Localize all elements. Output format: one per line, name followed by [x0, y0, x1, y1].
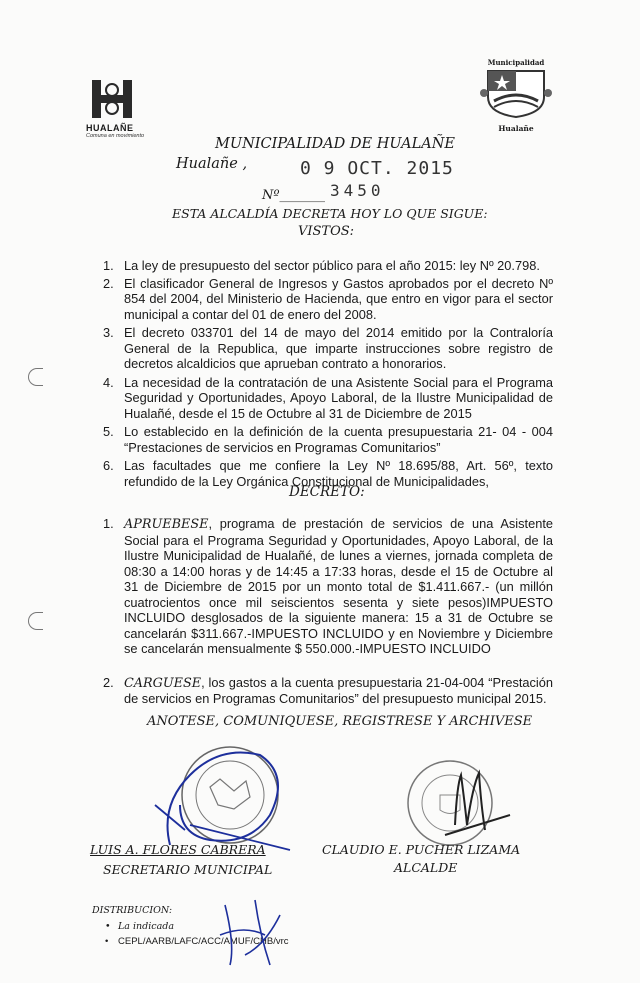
mayor-role: ALCALDE — [394, 860, 458, 875]
seal-top-text: Municipalidad — [487, 58, 545, 67]
secretary-role: SECRETARIO MUNICIPAL — [103, 862, 273, 877]
hualane-logo — [86, 80, 158, 139]
cargue-keyword: CARGUESE — [124, 675, 202, 691]
logo-tagline: Comuna en movimiento — [86, 133, 145, 139]
place-line: Hualañe , — [176, 156, 248, 172]
closing-formula: ANOTESE, COMUNIQUESE, REGISTRESE Y ARCHIVESE — [147, 714, 533, 729]
aprueba-keyword: APRUEBESE — [124, 517, 209, 532]
list-item: 3. El decreto 033701 del 14 de mayo del 2014 emitido por la Contraloría General de la Republica, que imparte instrucciones sobre registro de decretos alcaldicios que aprueban contrato a honorarios. — [103, 325, 553, 371]
decreta-line: ESTA ALCALDÍA DECRETA HOY LO QUE SIGUE: — [172, 206, 488, 221]
hualane-logo-icon — [90, 80, 134, 118]
coat-of-arms-icon — [480, 67, 552, 119]
binder-hole-top — [28, 368, 43, 386]
decreto-list — [103, 516, 553, 707]
vistos-list — [103, 258, 553, 489]
list-item: 4. La necesidad de la contratación de una Asistente Social para el Programa Seguridad y Oportunidades, Apoyo Laboral, de la Ilustre Municipalidad de Hualañé, desde el 15 de Octubre al 31 de Diciembre de 2015 — [103, 374, 553, 421]
mayor-name: CLAUDIO E. PUCHER LIZAMA — [322, 842, 521, 857]
logo-name: HUALAÑE — [86, 123, 134, 133]
list-item: 2. CARGUESE, los gastos a la cuenta presupuestaria 21-04-004 “Prestación de servicios en Programas Comunitarios” del presupuesto municipal 2015. — [103, 674, 553, 706]
decreto-heading: DECRETO: — [289, 484, 365, 500]
list-item: 1. APRUEBESE, programa de prestación de servicios de una Asistente Social para el Programa Seguridad y Oportunidades, Apoyo Laboral, de la Ilustre Municipalidad de Hualañé, de lunes a viernes, jornada completa de 08:30 a 14:00 horas y de 14:45 a 17:33 horas, desde el 15 de Octubre al 31 de Diciembre de 2015 por un monto total de $1.411.667.- (un millón cuatrocientos once mil seiscientos sesenta y siete pesos)IMPUESTO INCLUIDO desglosados de la siguiente manera: 15 a 31 de Octubre se cancelarán $311.667.-IMPUESTO INCLUIDO y en Noviembre y Diciembre se cancelarán mensualmente $ 550.000.-IMPUESTO INCLUIDO — [103, 516, 553, 656]
secretary-name: LUIS A. FLORES CABRERA — [90, 842, 266, 857]
initials-signature-icon — [215, 895, 285, 970]
decree-number: 3450 — [330, 181, 385, 200]
list-item: • La indicada — [105, 921, 174, 932]
list-item: 1. La ley de presupuesto del sector público para el año 2015: ley Nº 20.798. — [103, 258, 540, 273]
list-item: • CEPL/AARB/LAFC/ACC/AMUF/CHB/vrc — [105, 936, 289, 947]
document-title: MUNICIPALIDAD DE HUALAÑE — [215, 136, 455, 152]
decree-number-label: Nº_______ — [262, 188, 325, 203]
binder-hole-bottom — [28, 612, 43, 630]
municipal-seal — [480, 58, 552, 133]
mayor-stamp-icon — [395, 755, 515, 850]
list-item: 2. El clasificador General de Ingresos y Gastos aprobados por el decreto Nº 854 del 2004, del Ministerio de Hacienda, que entro en vigor para el sector municipal a contar del 01 de enero del 2008. — [103, 275, 553, 322]
seal-bottom-text: Hualañe — [498, 124, 534, 133]
vistos-heading: VISTOS: — [298, 224, 355, 239]
distribution-heading: DISTRIBUCION: — [92, 905, 173, 916]
list-item: 5. Lo establecido en la definición de la cuenta presupuestaria 21- 04 - 004 “Prestaciones de servicios en Programas Comunitarios” — [103, 424, 553, 455]
date-stamp: 0 9 OCT. 2015 — [300, 158, 454, 179]
list-item: 6. Las facultades que me confiere la Ley Nº 18.695/88, Art. 56º, texto refundido de la Ley Orgánica Constitucional de Municipalidades, — [103, 458, 553, 489]
